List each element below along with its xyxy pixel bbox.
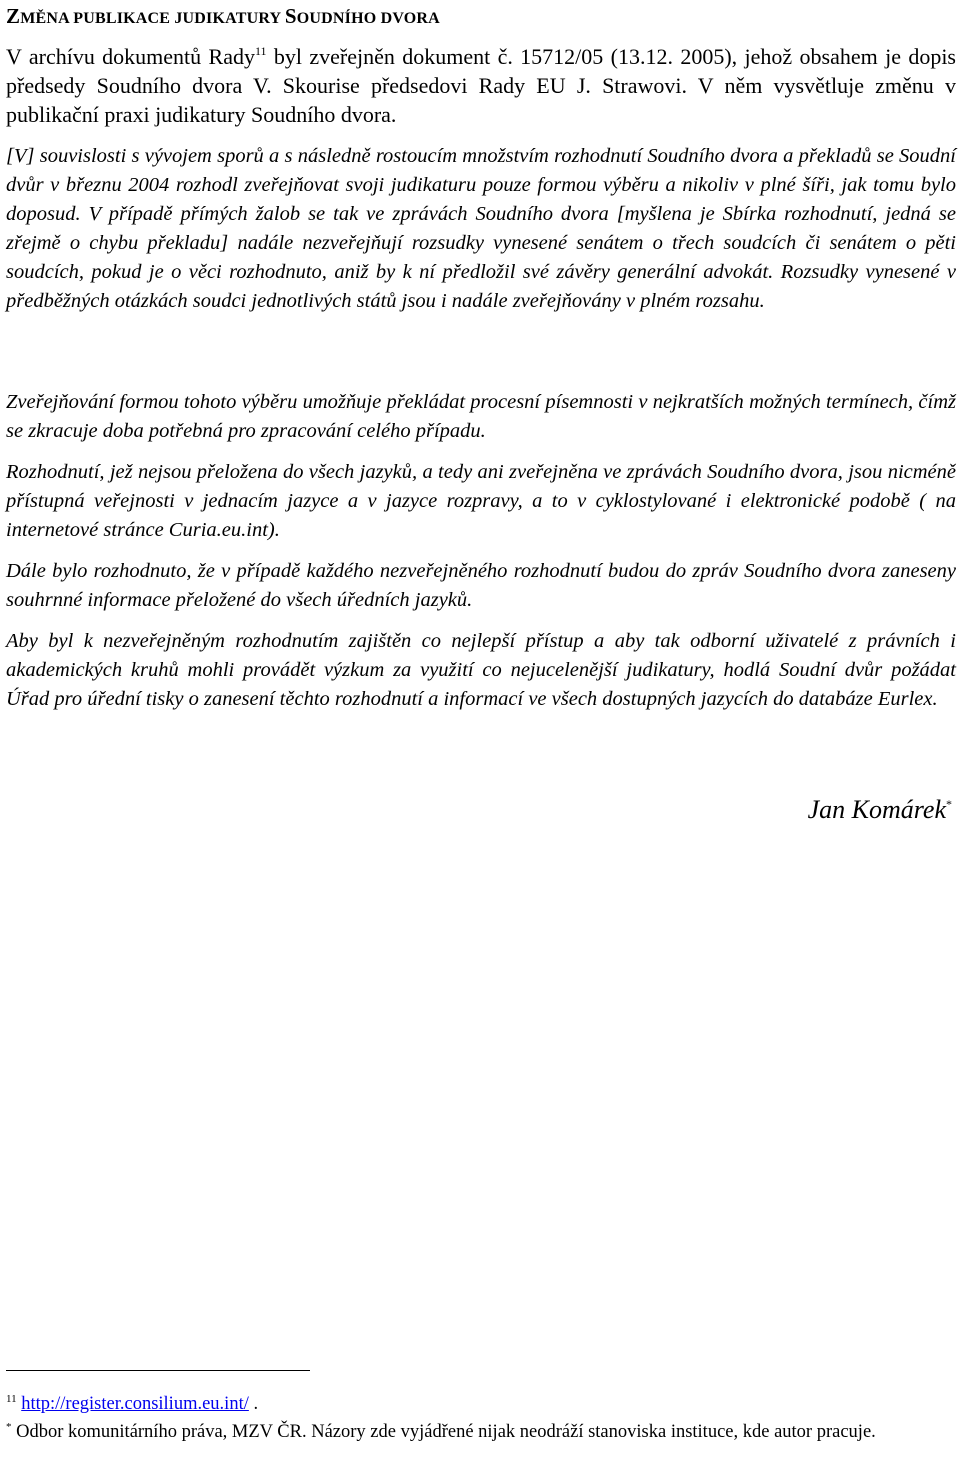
author-name: Jan Komárek [807, 795, 946, 824]
intro-paragraph [6, 42, 956, 129]
council-register-link[interactable]: http://register.consilium.eu.int/ [21, 1394, 249, 1414]
author-footnote-mark[interactable]: * [946, 797, 952, 811]
footnote-author [6, 1420, 956, 1444]
title-rest-1: MĚNA PUBLIKACE JUDIKATURY [20, 10, 285, 27]
quote-paragraph-1: [V] souvislosti s vývojem sporů a s následně rostoucím množstvím rozhodnutí Soudního dvora a překladů se Soudní dvůr v březnu 2004 rozhodl zveřejňovat svoji judikaturu pouze formou výběru a nikoliv v plné šíři, jak tomu bylo doposud. V případě přímých žalob se tak ve zprávách Soudního dvora [myšlena je Sbírka rozhodnutí, jedná se zřejmě o chybu překladu] nadále nezveřejňují rozsudky vynesené senátem o třech soudcích či senátem o pěti soudcích, pokud je o věci rozhodnuto, aniž by k ní předložil své závěry generální advokát. Rozsudky vynesené v předběžných otázkách soudci jednotlivých států jsou i nadále zveřejňovány v plném rozsahu. [6, 145, 956, 312]
footnote-author-text: Odbor komunitárního práva, MZV ČR. Názory zde vyjádřené nijak neodráží stanoviska instituce, kde autor pracuje. [11, 1422, 876, 1442]
footnote-author-mark: * [6, 1421, 12, 1433]
article-title [6, 4, 440, 29]
quote-paragraph-5: Aby byl k nezveřejněným rozhodnutím zajištěn co nejlepší přístup a aby tak odborní uživatelé z právních i akademických kruhů mohli provádět výzkum za využití co nejucelenější judikatury, hodlá Soudní dvůr požádat Úřad pro úřední tisky o zanesení těchto rozhodnutí a informací ve všech dostupných jazycích do databáze Eurlex. [6, 630, 956, 710]
title-rest-2: OUDNÍHO DVORA [296, 10, 440, 27]
footnote-11-trailing: . [248, 1394, 259, 1414]
intro-text-start: V archívu dokumentů Rady [6, 44, 255, 69]
footnote-11 [6, 1392, 956, 1416]
intro-text-end: byl zveřejněn dokument č. 15712/05 (13.12. 2005), jehož obsahem je dopis předsedy Soudního dvora V. Skourise předsedovi Rady EU J. Strawovi. V něm vysvětluje změnu v publikační praxi judikatury Soudního dvora. [6, 44, 956, 127]
title-initial-1: Z [6, 4, 21, 28]
title-initial-2: S [284, 4, 297, 28]
quote-paragraph-4: Dále bylo rozhodnuto, že v případě každého nezveřejněného rozhodnutí budou do zpráv Soudního dvora zaneseny souhrnné informace přeložené do všech úředních jazyků. [6, 560, 956, 611]
footnote-separator [6, 1370, 310, 1371]
author-signature [808, 795, 952, 825]
quote-paragraph-2: Zveřejňování formou tohoto výběru umožňuje překládat procesní písemnosti v nejkratších možných termínech, čímž se zkracuje doba potřebná pro zpracování celého případu. [6, 391, 956, 442]
quote-paragraph-3: Rozhodnutí, jež nejsou přeložena do všech jazyků, a tedy ani zveřejněna ve zprávách Soudního dvora, jsou nicméně přístupná veřejnosti v jednacím jazyce a v jazyce rozpravy, a to v cyklostylované i elektronické podobě ( na internetové stránce Curia.eu.int). [6, 461, 956, 541]
footnote-11-number: 11 [6, 1393, 17, 1405]
footnote-ref-11[interactable]: 11 [254, 44, 267, 58]
